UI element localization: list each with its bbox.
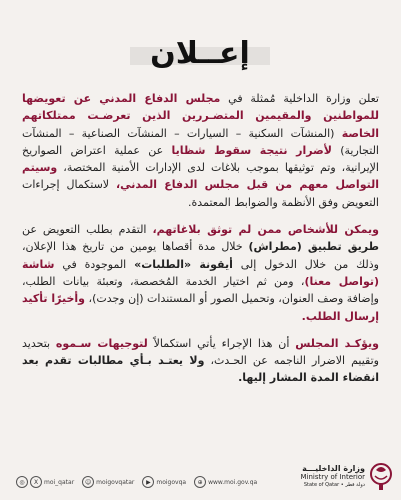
p2-highlight-g: شاشة (تواصل معنا) — [22, 257, 379, 288]
p2-text-f: الموجودة في — [54, 257, 135, 271]
p2-highlight-a: ويمكن للأشخاص ممن لم توثق بلاغاتهم، — [152, 223, 379, 237]
p3-bold-e: ولا يعتـد بـأي مطالبات تقدم بعد انقضاء المدة المشار إليها. — [22, 354, 379, 385]
x-icon: X — [30, 476, 42, 488]
p3-text-b: أن هذا الإجراء يأتي استكمالاً — [147, 336, 296, 350]
title-box — [130, 33, 270, 73]
social-item[interactable] — [194, 476, 257, 488]
social-item[interactable] — [142, 476, 186, 488]
p1-text-c: (المنشآت السكنية – السيارات – المنشآت الصناعية – المنشآت التجارية) — [22, 126, 379, 157]
p2-bold-c: طريق تطبيق (مطراش) — [248, 240, 379, 254]
p3-highlight-a: ويؤكـد المجلس — [295, 336, 380, 350]
p1-text-g: لاستكمال إجراءات التعويض وفق الأنظمة والضوابط المعتمدة. — [22, 178, 379, 209]
snapchat-icon: ☺ — [82, 476, 94, 488]
paragraph-1 — [22, 90, 379, 211]
header — [0, 0, 401, 85]
p1-highlight-b: مجلس الدفاع المدني عن تعويضها للمواطنين والمقيمين المتضـررين الذين تعرضـت ممتلكاتهم الخاصة — [22, 92, 379, 140]
p2-text-b: التقدم بطلب التعويض عن — [22, 223, 153, 237]
p1-highlight-d: لأضرار نتيجة سقوط شظايا — [171, 143, 332, 157]
instagram-icon: ◎ — [16, 476, 28, 488]
announcement-body — [22, 90, 379, 397]
p1-highlight-f: وسيتم التواصل معهم من قبل مجلس الدفاع المدني، — [22, 161, 379, 192]
paragraph-3 — [22, 335, 379, 387]
p2-highlight-i: وأخيرًا تأكيد إرسال الطلب. — [22, 292, 379, 323]
social-item[interactable] — [16, 476, 74, 488]
logo-english: Ministry of Interior — [300, 473, 365, 481]
footer — [0, 450, 401, 500]
p1-text-a: تعلن وزارة الداخلية مُمثلة في — [220, 92, 379, 105]
qatar-emblem-icon — [369, 462, 393, 492]
social-links — [16, 476, 265, 488]
moi-logo — [300, 462, 393, 492]
youtube-icon: ▶ — [142, 476, 154, 488]
page-title: إعــلان — [150, 35, 250, 71]
social-label: moigovqatar — [96, 478, 135, 486]
logo-arabic: وزارة الداخليـــة — [302, 464, 365, 473]
social-label: moigovqa — [156, 478, 187, 486]
moi-logo-text — [300, 465, 365, 489]
social-label: moi_qatar — [44, 478, 75, 486]
logo-sub: State of Qatar • دولة قطر — [303, 482, 365, 488]
social-item[interactable] — [82, 476, 134, 488]
web-icon: ⊕ — [194, 476, 206, 488]
p2-text-h: ، ومن ثم اختيار الخدمة المُخصصة، وتعبئة بيانات الطلب، وإضافة وصف العنوان، وتحميل الصور أو المستندات (إن وجدت)، — [22, 274, 379, 306]
p2-bold-e: أيقونة «الطلبات» — [134, 257, 233, 271]
p3-text-d: بتحديد وتقييم الاضرار الناجمه عن الحـدث، — [22, 336, 379, 368]
p1-text-e: عن عملية اعتراض الصواريخ الإيرانية، وتم توثيقها بموجب بلاغات لدى الإدارات الأمنية المختصة، — [22, 143, 379, 175]
p3-highlight-c: لتوجيهات سـموه — [55, 336, 148, 350]
paragraph-2 — [22, 221, 379, 325]
social-label: www.moi.gov.qa — [208, 478, 258, 486]
p2-text-d: خلال مدة أقصاها يومين من تاريخ هذا الإعلان، وذلك من خلال الدخول إلى — [22, 240, 379, 271]
